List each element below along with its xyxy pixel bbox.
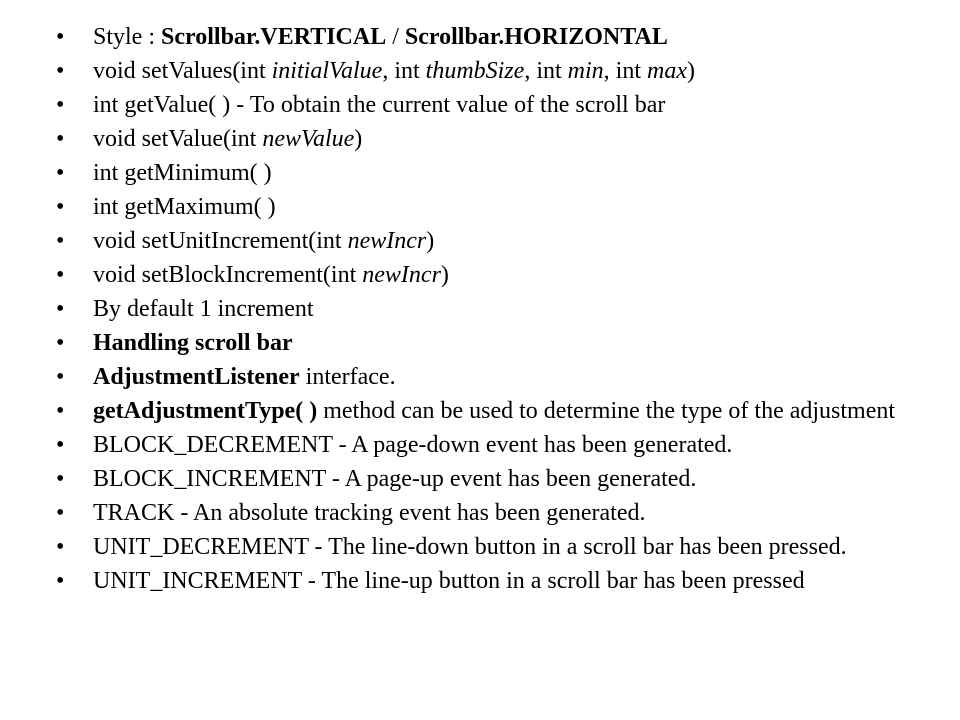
- bullet-text-run: , int: [382, 58, 426, 84]
- bullet-icon: •: [56, 92, 65, 118]
- bullet-icon: •: [56, 58, 65, 84]
- bullet-text-run: ): [354, 126, 363, 152]
- bullet-icon: •: [56, 330, 65, 356]
- bullet-text-run: /: [386, 24, 405, 50]
- bullet-item: [56, 126, 920, 152]
- bullet-text-run: method can be used to determine the type of the adjustment: [317, 398, 896, 424]
- bullet-text-run: ): [440, 262, 449, 288]
- bullet-text-run: initialValue: [271, 58, 383, 84]
- bullet-text-run: int getValue( ) - To obtain the current value of the scroll bar: [93, 92, 666, 118]
- bullet-icon: •: [56, 534, 65, 560]
- bullet-item: [56, 568, 920, 594]
- bullet-text-run: min: [567, 58, 604, 84]
- bullet-text-run: , int: [524, 58, 568, 84]
- bullet-text-run: void setValues(int: [93, 58, 272, 84]
- bullet-text-run: void setUnitIncrement(int: [93, 228, 348, 254]
- bullet-icon: •: [56, 398, 65, 424]
- bullet-text-run: newIncr: [347, 228, 427, 254]
- bullet-text-run: getAdjustmentType( ): [93, 398, 318, 424]
- bullet-item: [56, 160, 920, 186]
- bullet-item: [56, 534, 920, 560]
- bullet-text-run: UNIT_INCREMENT - The line-up button in a scroll bar has been pressed: [93, 568, 805, 594]
- bullet-text-run: , int: [603, 58, 648, 84]
- bullet-text-run: thumbSize: [425, 58, 525, 84]
- bullet-icon: •: [56, 500, 65, 526]
- bullet-text-run: TRACK - An absolute tracking event has been generated.: [93, 500, 646, 526]
- bullet-text-run: Scrollbar.HORIZONTAL: [404, 24, 668, 50]
- bullet-text-run: newIncr: [362, 262, 441, 288]
- bullet-icon: •: [56, 432, 65, 458]
- bullet-icon: •: [56, 568, 65, 594]
- bullet-text-run: Handling scroll bar: [93, 330, 293, 356]
- bullet-item: [56, 228, 920, 254]
- bullet-item: [56, 500, 920, 526]
- bullet-item: [56, 296, 920, 322]
- bullet-text-run: Scrollbar.VERTICAL: [161, 24, 387, 50]
- bullet-icon: •: [56, 126, 65, 152]
- bullet-item: [56, 58, 920, 84]
- bullet-text-run: max: [647, 58, 687, 84]
- bullet-text-run: BLOCK_DECREMENT - A page-down event has been generated.: [93, 432, 733, 458]
- bullet-icon: •: [56, 466, 65, 492]
- bullet-item: [56, 194, 920, 220]
- bullet-icon: •: [56, 228, 65, 254]
- bullet-text-run: By default 1 increment: [93, 296, 314, 322]
- bullet-text-run: AdjustmentListener: [93, 364, 300, 390]
- bullet-text-run: void setValue(int: [93, 126, 263, 152]
- bullet-item: [56, 330, 920, 356]
- bullet-text-run: int getMinimum( ): [93, 160, 272, 186]
- bullet-icon: •: [56, 296, 65, 322]
- bullet-text-run: UNIT_DECREMENT - The line-down button in a scroll bar has been pressed.: [93, 534, 847, 560]
- bullet-text-run: Style :: [93, 24, 162, 50]
- bullet-icon: •: [56, 364, 65, 390]
- bullet-text-run: BLOCK_INCREMENT - A page-up event has been generated.: [93, 466, 697, 492]
- bullet-item: [56, 398, 920, 424]
- bullet-item: [56, 24, 920, 50]
- bullet-text-run: ): [687, 58, 695, 84]
- bullet-text-run: void setBlockIncrement(int: [93, 262, 363, 288]
- bullet-text-run: newValue: [262, 126, 355, 152]
- bullet-item: [56, 432, 920, 458]
- bullet-item: [56, 262, 920, 288]
- bullet-text-run: interface.: [299, 364, 396, 390]
- bullet-icon: •: [56, 194, 65, 220]
- bullet-icon: •: [56, 160, 65, 186]
- bullet-item: [56, 364, 920, 390]
- bullet-item: [56, 92, 920, 118]
- bullet-icon: •: [56, 262, 65, 288]
- bullet-item: [56, 466, 920, 492]
- bullet-text-run: int getMaximum( ): [93, 194, 276, 220]
- bullet-icon: •: [56, 24, 65, 50]
- bullet-list: [56, 24, 920, 594]
- bullet-text-run: ): [426, 228, 435, 254]
